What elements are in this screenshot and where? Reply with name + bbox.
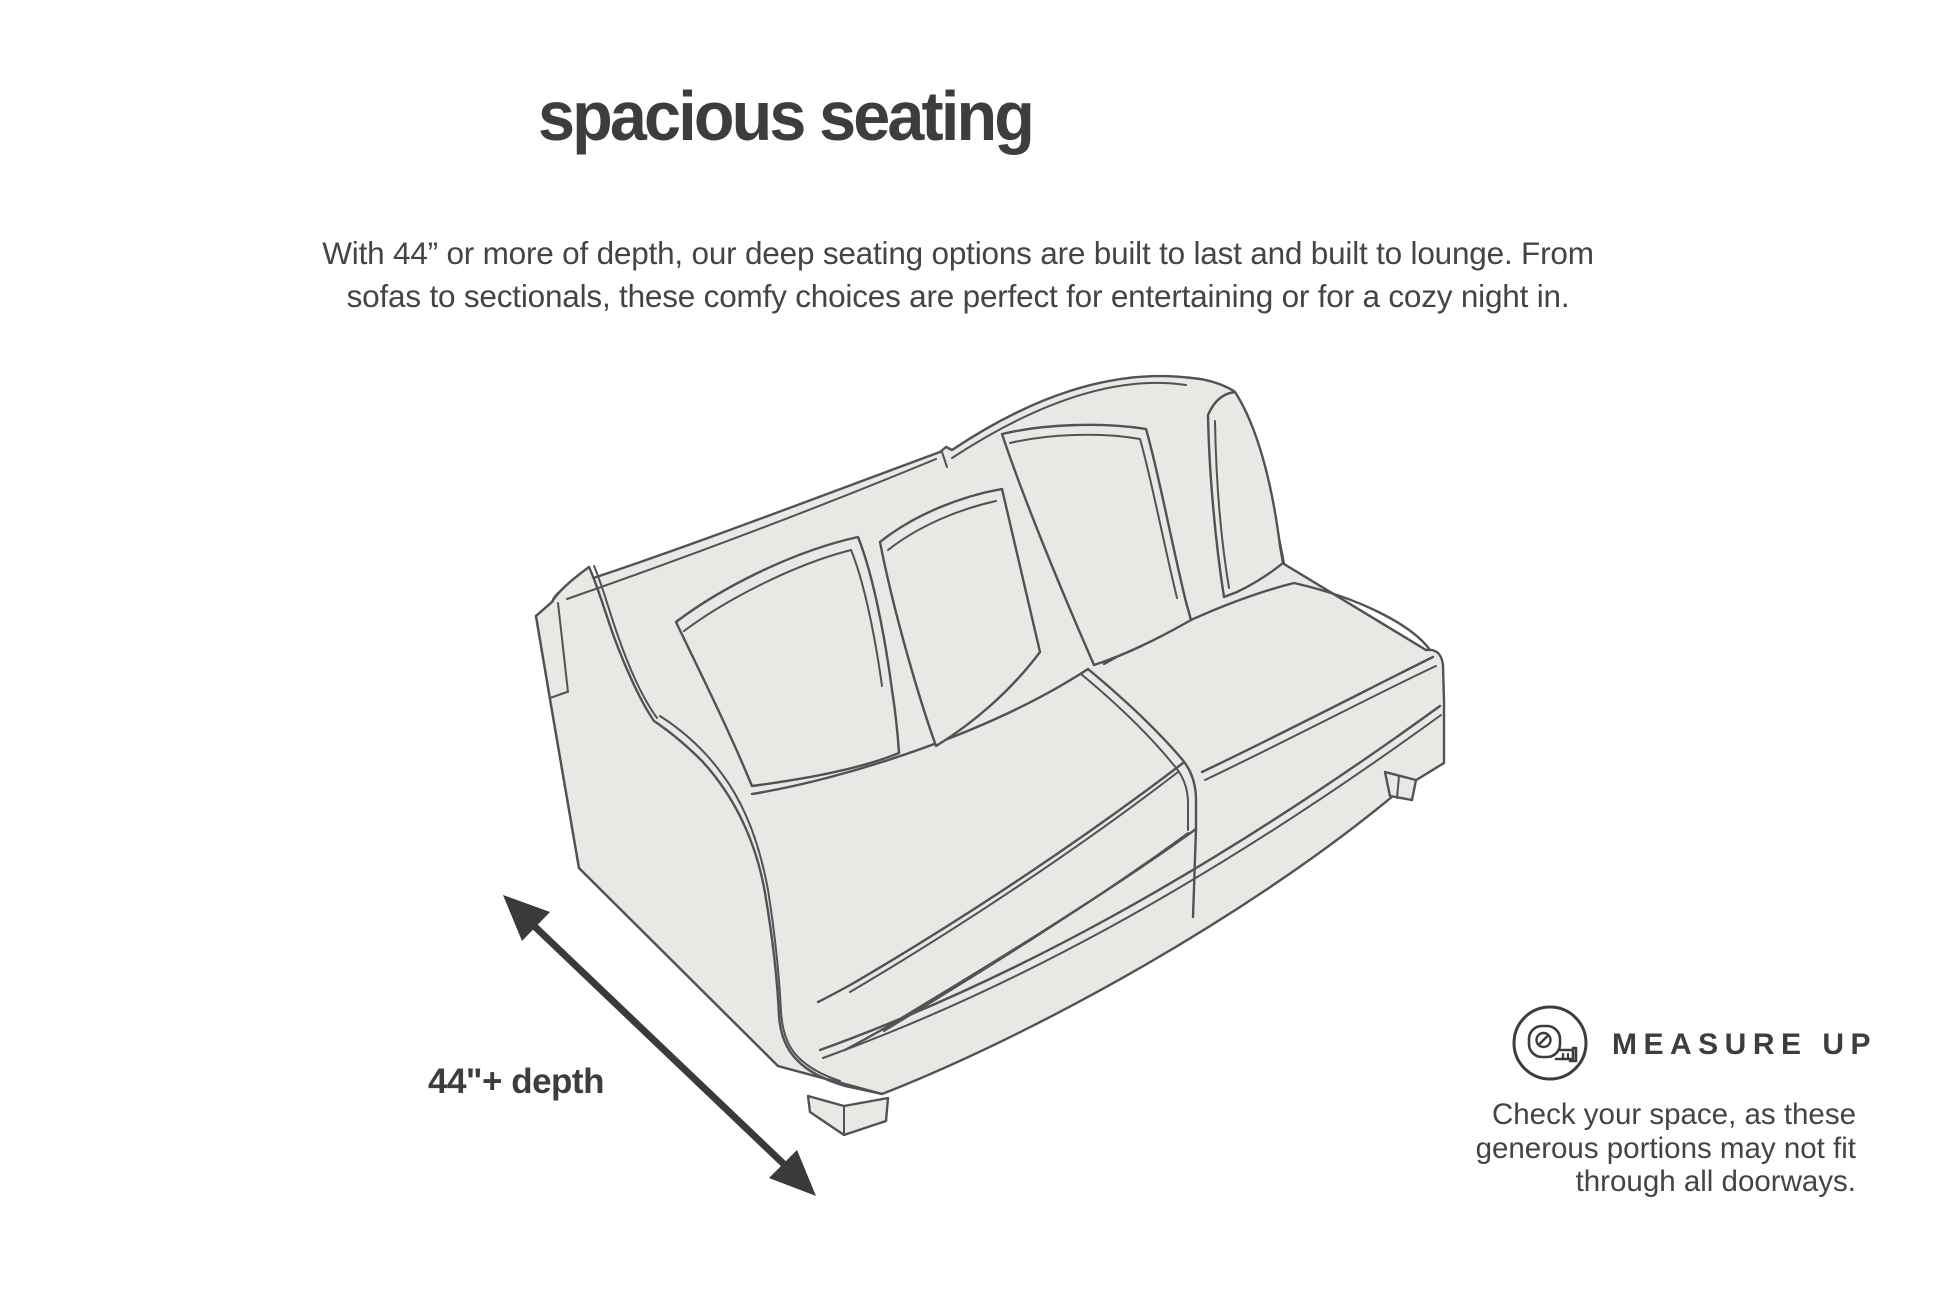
intro-line-1: With 44” or more of depth, our deep seating options are built to last and built to lounge. From xyxy=(322,235,1594,271)
measure-up-note-line-1: Check your space, as these xyxy=(1491,1098,1856,1131)
measure-up-note xyxy=(1436,1098,1856,1199)
measure-up-note-line-2: generous portions may not fit xyxy=(1475,1131,1856,1165)
measure-up-note-line-3: through all doorways. xyxy=(1575,1165,1856,1198)
intro-line-2: sofas to sectionals, these comfy choices are perfect for entertaining or for a cozy night in. xyxy=(346,278,1570,314)
page-title: spacious seating xyxy=(538,77,1032,155)
measure-up-heading: MEASURE UP xyxy=(1612,1028,1878,1061)
tape-measure-icon xyxy=(1510,1003,1590,1083)
depth-dimension-label: 44"+ depth xyxy=(428,1062,604,1101)
